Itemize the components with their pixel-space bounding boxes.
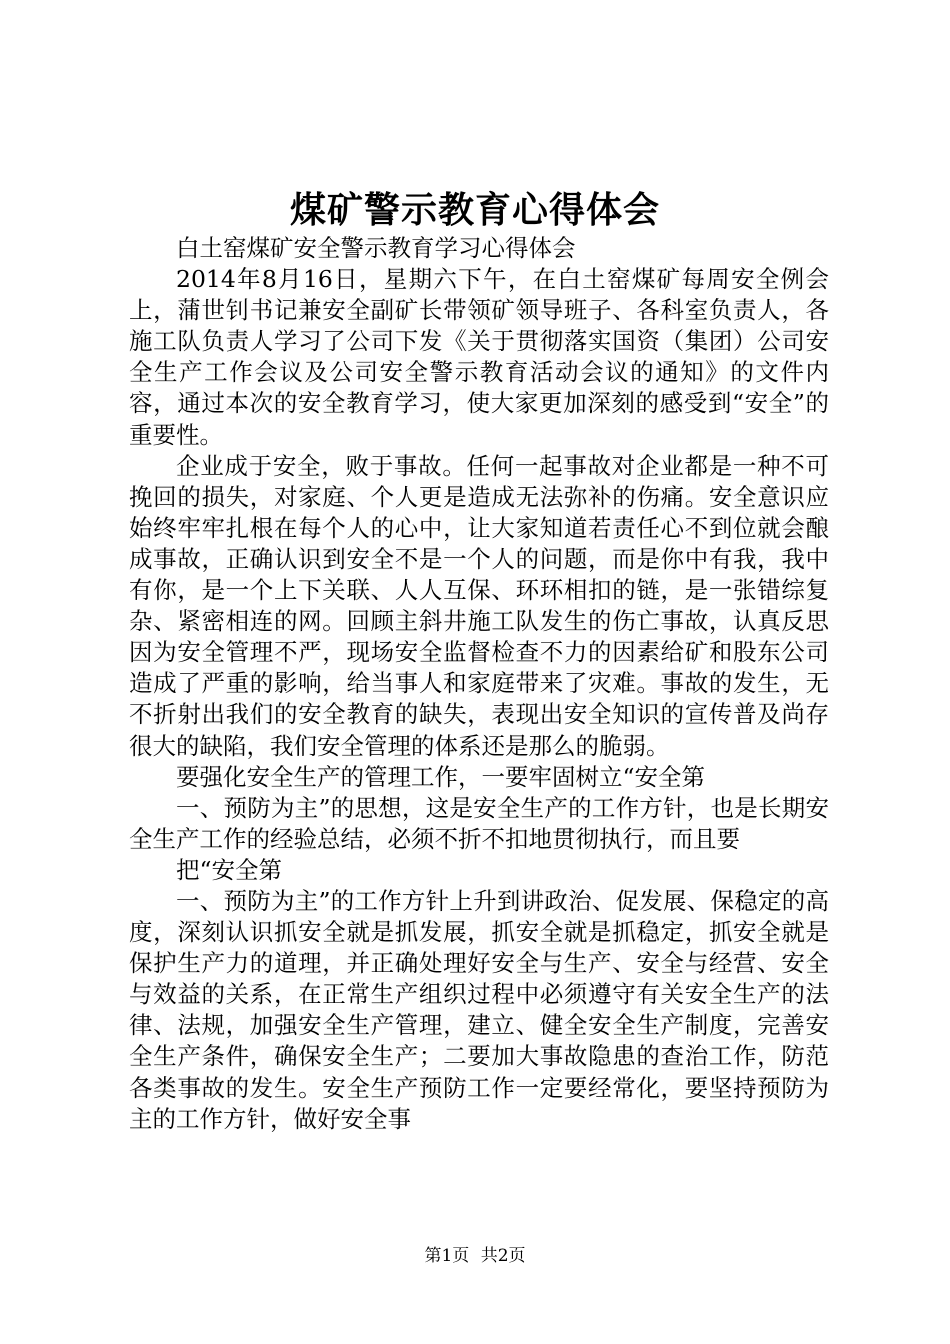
paragraph: 2014年8月16日，星期六下午，在白土窑煤矿每周安全例会上，蒲世钊书记兼安全副矿长带领矿领导班子、各科室负责人，各施工队负责人学习了公司下发《关于贯彻落实国资（集团）公司安全生产工作会议及公司安全警示教育活动会议的通知》的文件内容，通过本次的安全教育学习，使大家更加深刻的感受到“安全”的重要性。: [129, 265, 829, 449]
page-number: 第1页: [424, 1246, 470, 1266]
paragraph: 把“安全第: [176, 855, 283, 884]
paragraph: 要强化安全生产的管理工作，一要牢固树立“安全第: [176, 762, 706, 791]
page-footer: [0, 1244, 950, 1268]
paragraph: 一、预防为主”的工作方针上升到讲政治、促发展、保稳定的高度，深刻认识抓安全就是抓发展，抓安全就是抓稳定，抓安全就是保护生产力的道理，并正确处理好安全与生产、安全与经营、安全与效益的关系，在正常生产组织过程中必须遵守有关安全生产的法律、法规，加强安全生产管理，建立、健全安全生产制度，完善安全生产条件，确保安全生产；二要加大事故隐患的查治工作，防范各类事故的发生。安全生产预防工作一定要经常化，要坚持预防为主的工作方针，做好安全事: [129, 886, 829, 1133]
paragraph: 一、预防为主”的思想，这是安全生产的工作方针，也是长期安全生产工作的经验总结，必须不折不扣地贯彻执行，而且要: [129, 793, 829, 853]
paragraph: 企业成于安全，败于事故。任何一起事故对企业都是一种不可挽回的损失，对家庭、个人更是造成无法弥补的伤痛。安全意识应始终牢牢扎根在每个人的心中，让大家知道若责任心不到位就会酿成事故，正确认识到安全不是一个人的问题，而是你中有我，我中有你，是一个上下关联、人人互保、环环相扣的链，是一张错综复杂、紧密相连的网。回顾主斜井施工队发生的伤亡事故，认真反思因为安全管理不严，现场安全监督检查不力的因素给矿和股东公司造成了严重的影响，给当事人和家庭带来了灾难。事故的发生，无不折射出我们的安全教育的缺失，表现出安全知识的宣传普及尚存很大的缺陷，我们安全管理的体系还是那么的脆弱。: [129, 451, 829, 760]
document-title: 煤矿警示教育心得体会: [289, 189, 660, 231]
document-body: [129, 233, 829, 1135]
paragraph-subtitle: 白土窑煤矿安全警示教育学习心得体会: [176, 234, 576, 262]
page-total: 共2页: [480, 1246, 526, 1266]
